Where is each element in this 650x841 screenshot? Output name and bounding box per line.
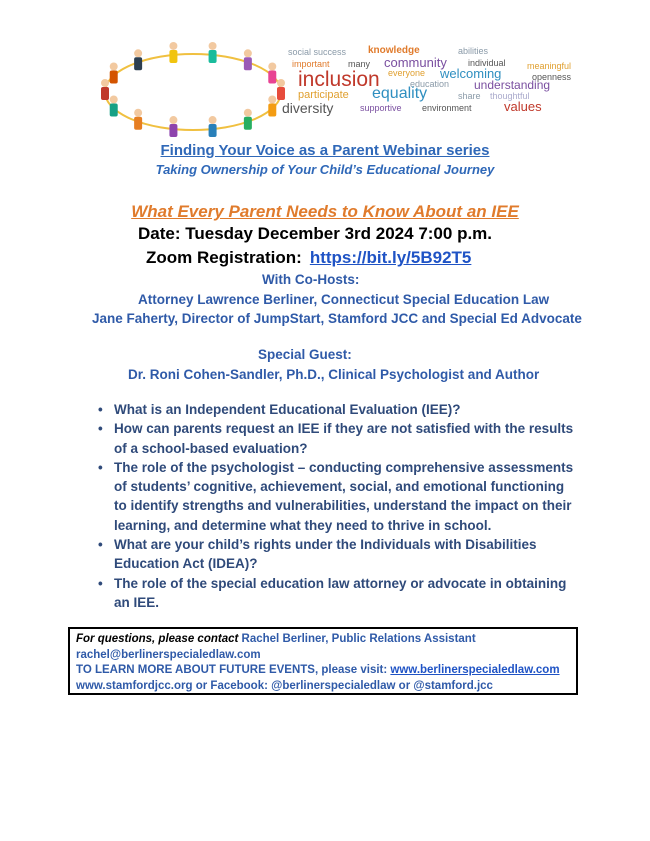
list-item: • The role of the psychologist – conducting comprehensive assessments of students’ cognitive, achievement, social, and emotional functioning to identify strengths and vulnerabilities, understand the impact on their learning, and determine what they need to thrive in school. [98,458,578,535]
word-cloud-term: many [348,59,371,69]
child-body [134,57,142,70]
child-body [244,57,252,70]
child-body [169,50,177,63]
child-head [268,95,276,103]
word-cloud [282,44,592,118]
word-cloud-term: knowledge [368,45,420,56]
children-holding-hands-circle-icon [88,40,298,140]
word-cloud-term: thoughtful [490,91,530,101]
word-cloud-term: important [292,59,330,69]
child-head [101,79,109,87]
facebook-handles: or Facebook: @berlinerspecialedlaw or @stamford.jcc [195,679,493,692]
event-topic: What Every Parent Needs to Know About an IEE [131,202,519,221]
learn-more-label: TO LEARN MORE ABOUT FUTURE EVENTS, [76,664,319,676]
webinar-subtitle: Taking Ownership of Your Child’s Educational Journey [155,162,495,177]
child-body [209,124,217,137]
contact-email[interactable]: rachel@berlinerspecialedlaw.com [76,648,261,661]
word-cloud-term: supportive [360,103,402,113]
word-cloud-term: diversity [282,100,334,116]
list-item: • The role of the special education law attorney or advocate in obtaining an IEE. [98,574,578,613]
children-circle-image [88,40,298,140]
word-cloud-term: participate [298,89,349,101]
list-item: • What is an Independent Educational Evaluation (IEE)? [98,400,578,419]
child-body [268,71,276,84]
word-cloud-term: inclusion [298,68,380,91]
word-cloud-term: community [384,55,447,70]
child-head [134,109,142,117]
word-cloud-term: everyone [388,68,426,78]
stamfordjcc-website-link[interactable]: www.stamfordjcc.org [76,679,193,692]
child-head [110,63,118,71]
child-head [134,49,142,57]
word-cloud-term: understanding [474,78,551,92]
child-head [209,42,217,50]
word-cloud-term: social success [288,47,347,57]
webinar-series-title: Finding Your Voice as a Parent Webinar series [160,142,490,159]
special-guest-label: Special Guest: [258,347,352,362]
word-cloud-term: abilities [458,46,489,56]
child-head [169,42,177,50]
list-item: • What are your child’s rights under the Individuals with Disabilities Education Act (IDEA)? [98,535,578,574]
cohost-berliner: Attorney Lawrence Berliner, Connecticut Special Education Law [138,292,550,307]
zoom-label: Zoom Registration: [146,248,302,267]
berliner-website-link[interactable]: www.berlinerspecialedlaw.com [390,664,560,676]
cohost-faherty: Jane Faherty, Director of JumpStart, Stamford JCC and Special Ed Advocate [92,311,582,326]
child-body [110,71,118,84]
special-guest-name: Dr. Roni Cohen-Sandler, Ph.D., Clinical Psychologist and Author [128,367,540,382]
child-head [268,63,276,71]
child-body [101,87,109,100]
zoom-registration-link[interactable]: https://bit.ly/5B92T5 [309,248,472,267]
child-body [209,50,217,63]
child-head [169,116,177,124]
child-body [110,103,118,116]
child-head [110,95,118,103]
word-cloud-term: openness [532,72,572,82]
child-head [209,116,217,124]
word-cloud-term: share [458,91,481,101]
child-body [244,117,252,130]
zoom-registration [146,248,471,268]
child-body [134,117,142,130]
contact-intro: For questions, please contact [76,633,239,645]
child-body [169,124,177,137]
word-cloud-term: environment [422,103,472,113]
topics-list [98,400,578,612]
list-item: • How can parents request an IEE if they are not satisfied with the results of a school-based evaluation? [98,419,578,458]
child-body [268,103,276,116]
event-date: Date: Tuesday December 3rd 2024 7:00 p.m. [138,224,493,243]
word-cloud-term: individual [468,58,506,68]
contact-box [68,627,578,695]
word-cloud-term: values [504,99,542,114]
cohosts-label: With Co-Hosts: [262,272,360,287]
child-head [244,49,252,57]
word-cloud-term: welcoming [440,66,502,81]
word-cloud-term: meaningful [527,61,572,71]
please-visit-label: please visit: [321,664,388,676]
contact-name: Rachel Berliner, Public Relations Assistant [241,633,476,645]
word-cloud-term: education [410,79,450,89]
word-cloud-term: equality [372,85,428,102]
child-head [244,109,252,117]
